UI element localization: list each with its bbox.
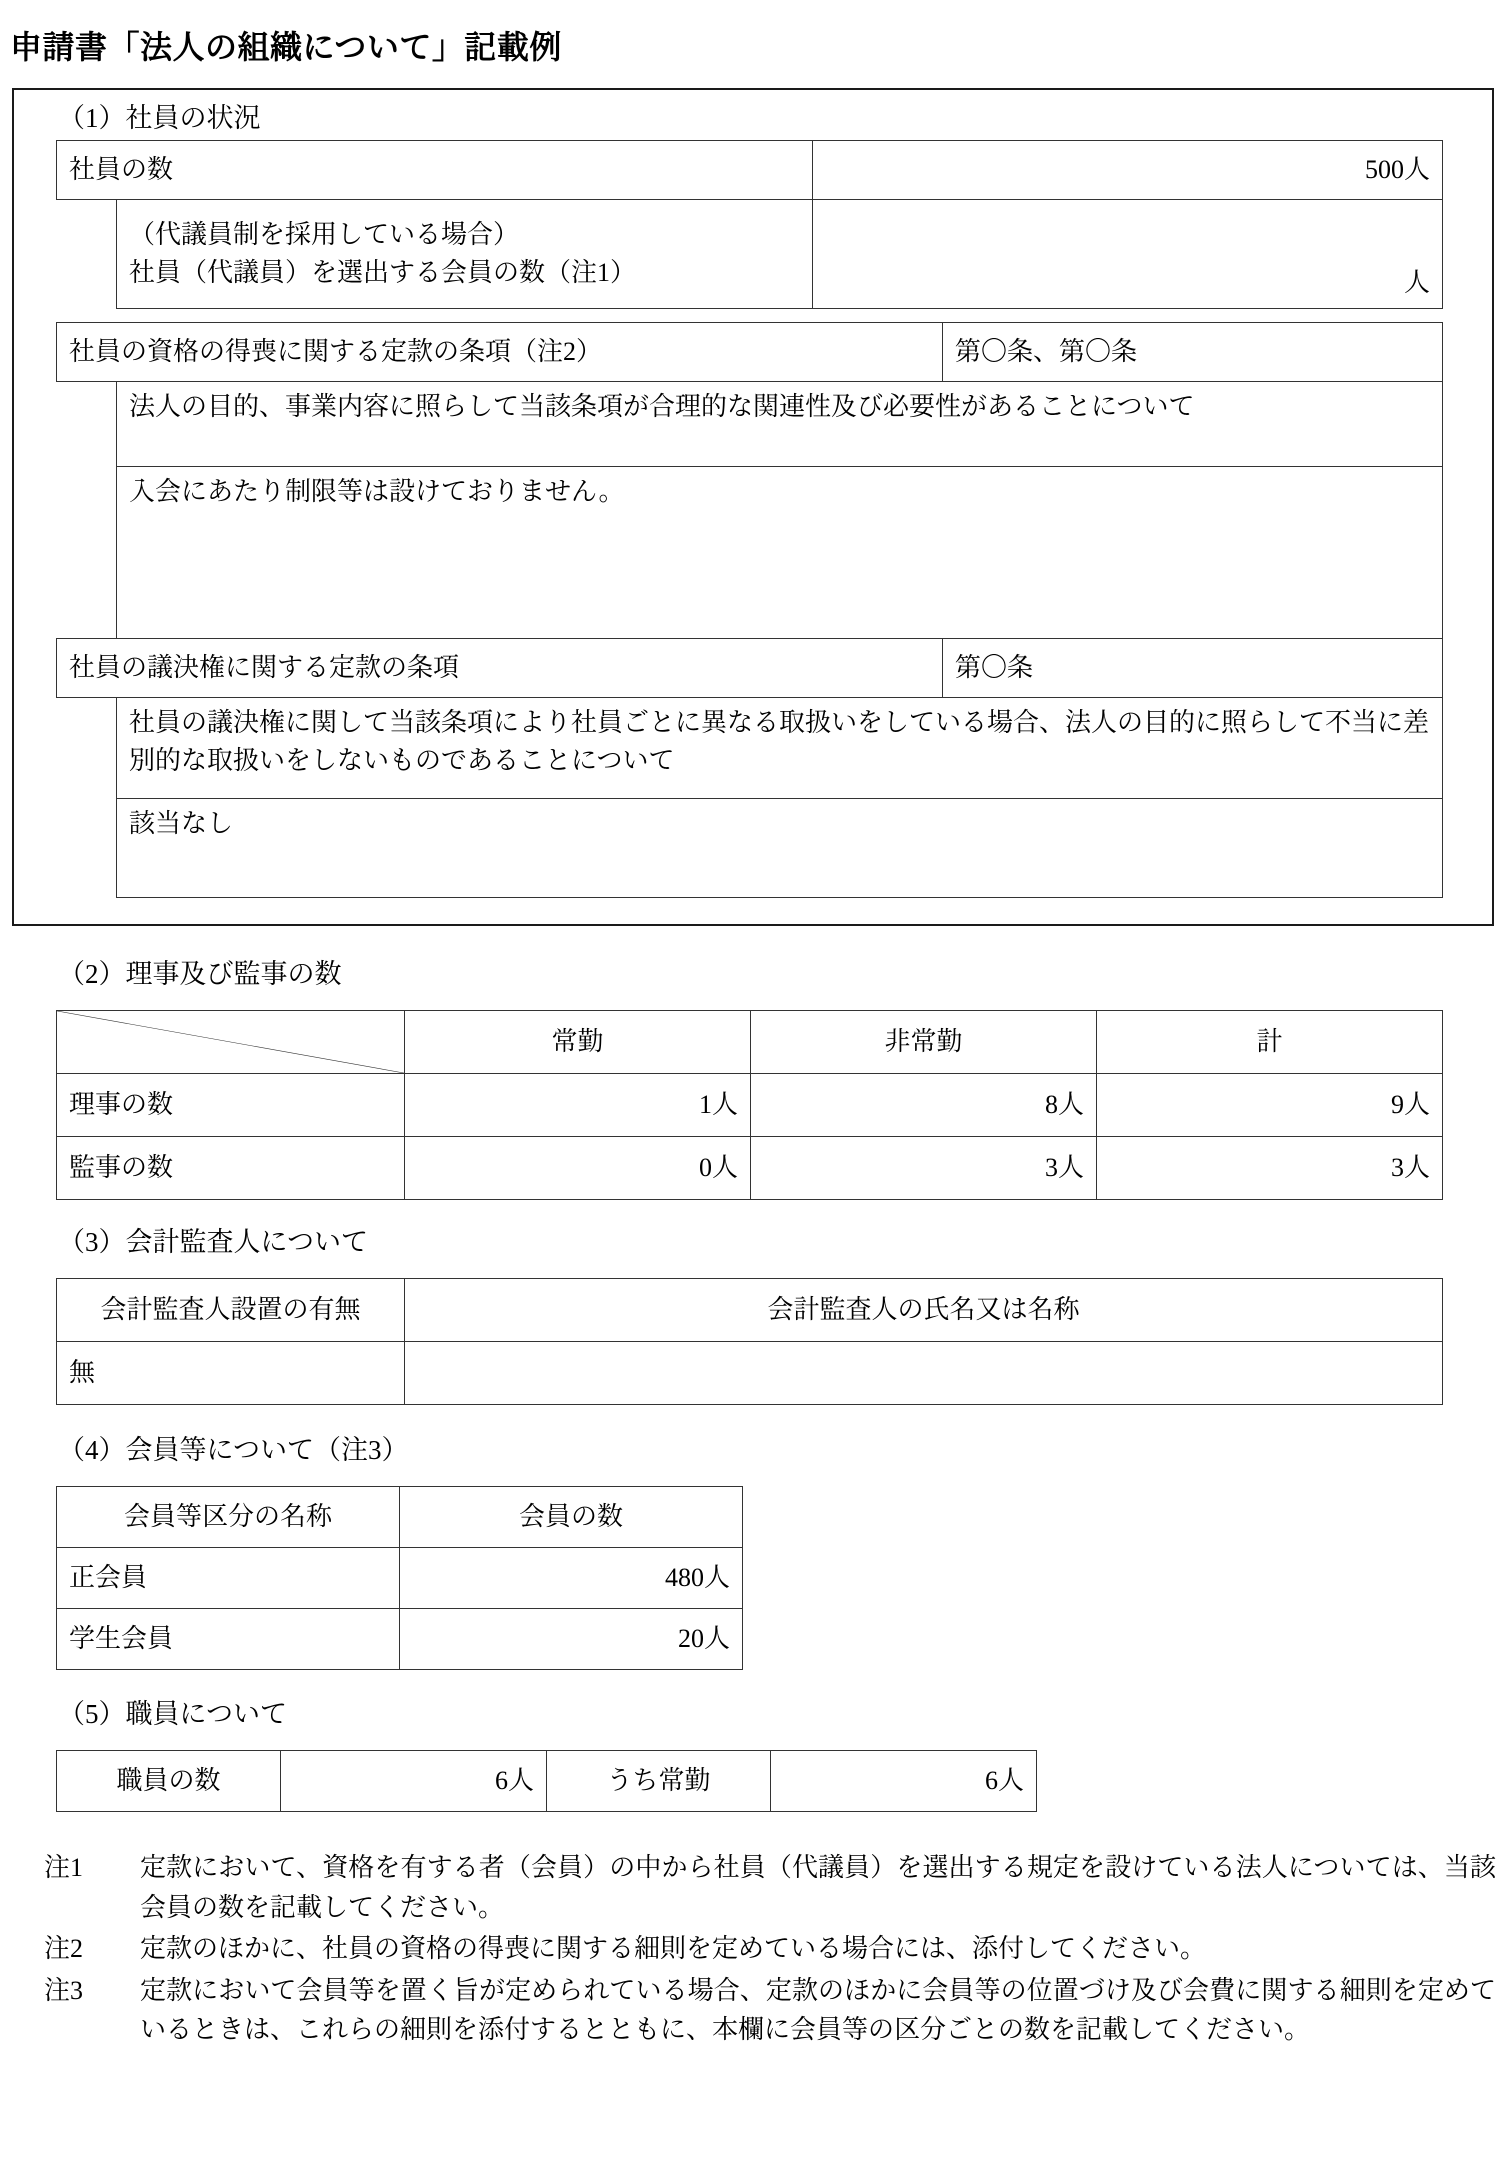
delegate-count-value[interactable]: 人 bbox=[813, 200, 1443, 309]
staff-fulltime-label: うち常勤 bbox=[547, 1751, 771, 1812]
voting-rights-table bbox=[56, 638, 1443, 898]
section5-heading: （5）職員について bbox=[58, 1699, 287, 1729]
table-row bbox=[57, 1137, 1443, 1200]
diagonal-line-icon bbox=[57, 1011, 404, 1073]
table-row bbox=[57, 1751, 1037, 1812]
auditor-name-value[interactable] bbox=[405, 1342, 1443, 1405]
voting-answer-spacer bbox=[57, 799, 117, 898]
delegate-label-cell bbox=[117, 200, 813, 309]
table-row bbox=[57, 1342, 1443, 1405]
section3-heading: （3）会計監査人について bbox=[58, 1227, 368, 1257]
table-row bbox=[57, 1548, 743, 1609]
staff-count-value[interactable]: 6人 bbox=[281, 1751, 547, 1812]
member-count-label: 社員の数 bbox=[57, 141, 813, 200]
footnote-label-3: 注3 bbox=[44, 1975, 84, 2005]
directors-label: 理事の数 bbox=[57, 1074, 405, 1137]
auditors-parttime[interactable]: 3人 bbox=[751, 1137, 1097, 1200]
qualification-value[interactable]: 第〇条、第〇条 bbox=[943, 323, 1443, 382]
footnote-text-3: 定款において会員等を置く旨が定められている場合、定款のほかに会員等の位置づけ及び会費に関する細則を定めているときは、これらの細則を添付するとともに、本欄に会員等の区分ごとの数を記載してください。 bbox=[140, 1975, 1496, 2045]
voting-value[interactable]: 第〇条 bbox=[943, 639, 1443, 698]
table-row bbox=[57, 200, 1443, 309]
table-header-row bbox=[57, 1487, 743, 1548]
table-row bbox=[57, 639, 1443, 698]
footnote-label-1: 注1 bbox=[44, 1853, 84, 1882]
footnotes bbox=[44, 1848, 1496, 2052]
officers-count-table bbox=[56, 1010, 1443, 1200]
header-fulltime: 常勤 bbox=[405, 1011, 751, 1074]
footnote-label-2: 注2 bbox=[44, 1934, 84, 1964]
header-member-count: 会員の数 bbox=[400, 1487, 743, 1548]
footnote-text-1: 定款において、資格を有する者（会員）の中から社員（代議員）を選出する規定を設けている法人については、当該会員の数を記載してください。 bbox=[140, 1853, 1496, 1922]
member-count-regular[interactable]: 480人 bbox=[400, 1548, 743, 1609]
section1-heading: （1）社員の状況 bbox=[58, 103, 261, 133]
qualification-label: 社員の資格の得喪に関する定款の条項（注2） bbox=[57, 323, 943, 382]
auditors-fulltime[interactable]: 0人 bbox=[405, 1137, 751, 1200]
table-row bbox=[57, 382, 1443, 467]
voting-indent-spacer bbox=[57, 698, 117, 799]
members-category-table bbox=[56, 1486, 743, 1670]
auditor-presence-value[interactable]: 無 bbox=[57, 1342, 405, 1405]
directors-fulltime[interactable]: 1人 bbox=[405, 1074, 751, 1137]
diagonal-header-cell bbox=[57, 1011, 405, 1074]
staff-count-label: 職員の数 bbox=[57, 1751, 281, 1812]
member-count-student[interactable]: 20人 bbox=[400, 1609, 743, 1670]
header-parttime: 非常勤 bbox=[751, 1011, 1097, 1074]
footnote-item bbox=[44, 1929, 1496, 1969]
table-row bbox=[57, 323, 1443, 382]
voting-note-text: 社員の議決権に関して当該条項により社員ごとに異なる取扱いをしている場合、法人の目的に照らして不当に差別的な取扱いをしないものであることについて bbox=[117, 698, 1443, 799]
auditors-total[interactable]: 3人 bbox=[1097, 1137, 1443, 1200]
page-title: 申請書「法人の組織について」記載例 bbox=[10, 28, 562, 66]
member-category-regular[interactable]: 正会員 bbox=[57, 1548, 400, 1609]
staff-fulltime-value[interactable]: 6人 bbox=[771, 1751, 1037, 1812]
delegate-label-line1: （代議員制を採用している場合） bbox=[129, 220, 520, 250]
directors-parttime[interactable]: 8人 bbox=[751, 1074, 1097, 1137]
auditors-label: 監事の数 bbox=[57, 1137, 405, 1200]
footnote-text-2: 定款のほかに、社員の資格の得喪に関する細則を定めている場合には、添付してください。 bbox=[140, 1934, 1207, 1964]
table-row bbox=[57, 467, 1443, 660]
voting-label: 社員の議決権に関する定款の条項 bbox=[57, 639, 943, 698]
header-total: 計 bbox=[1097, 1011, 1443, 1074]
header-auditor-name: 会計監査人の氏名又は名称 bbox=[405, 1279, 1443, 1342]
delegate-label-line2: 社員（代議員）を選出する会員の数（注1） bbox=[129, 258, 637, 287]
table-header-row bbox=[57, 1279, 1443, 1342]
qualification-note-text: 法人の目的、事業内容に照らして当該条項が合理的な関連性及び必要性があることについて bbox=[117, 382, 1443, 467]
table-row bbox=[57, 141, 1443, 200]
directors-total[interactable]: 9人 bbox=[1097, 1074, 1443, 1137]
table-header-row bbox=[57, 1011, 1443, 1074]
header-member-category: 会員等区分の名称 bbox=[57, 1487, 400, 1548]
table-row bbox=[57, 1074, 1443, 1137]
delegate-indent-spacer bbox=[57, 200, 117, 309]
qualification-indent-spacer bbox=[57, 382, 117, 467]
table-row bbox=[57, 698, 1443, 799]
member-category-student[interactable]: 学生会員 bbox=[57, 1609, 400, 1670]
table-row bbox=[57, 799, 1443, 898]
section4-heading: （4）会員等について（注3） bbox=[58, 1435, 409, 1465]
footnote-item bbox=[44, 1971, 1496, 2050]
table-row bbox=[57, 1609, 743, 1670]
staff-count-table bbox=[56, 1750, 1037, 1812]
section2-heading: （2）理事及び監事の数 bbox=[58, 959, 342, 989]
member-status-table bbox=[56, 140, 1443, 309]
qualification-clause-table bbox=[56, 322, 1443, 660]
header-auditor-presence: 会計監査人設置の有無 bbox=[57, 1279, 405, 1342]
member-count-value[interactable]: 500人 bbox=[813, 141, 1443, 200]
voting-answer-text[interactable]: 該当なし bbox=[117, 799, 1443, 898]
qualification-answer-text[interactable]: 入会にあたり制限等は設けておりません。 bbox=[117, 467, 1443, 660]
accounting-auditor-table bbox=[56, 1278, 1443, 1405]
qualification-answer-spacer bbox=[57, 467, 117, 660]
footnote-item bbox=[44, 1848, 1496, 1927]
